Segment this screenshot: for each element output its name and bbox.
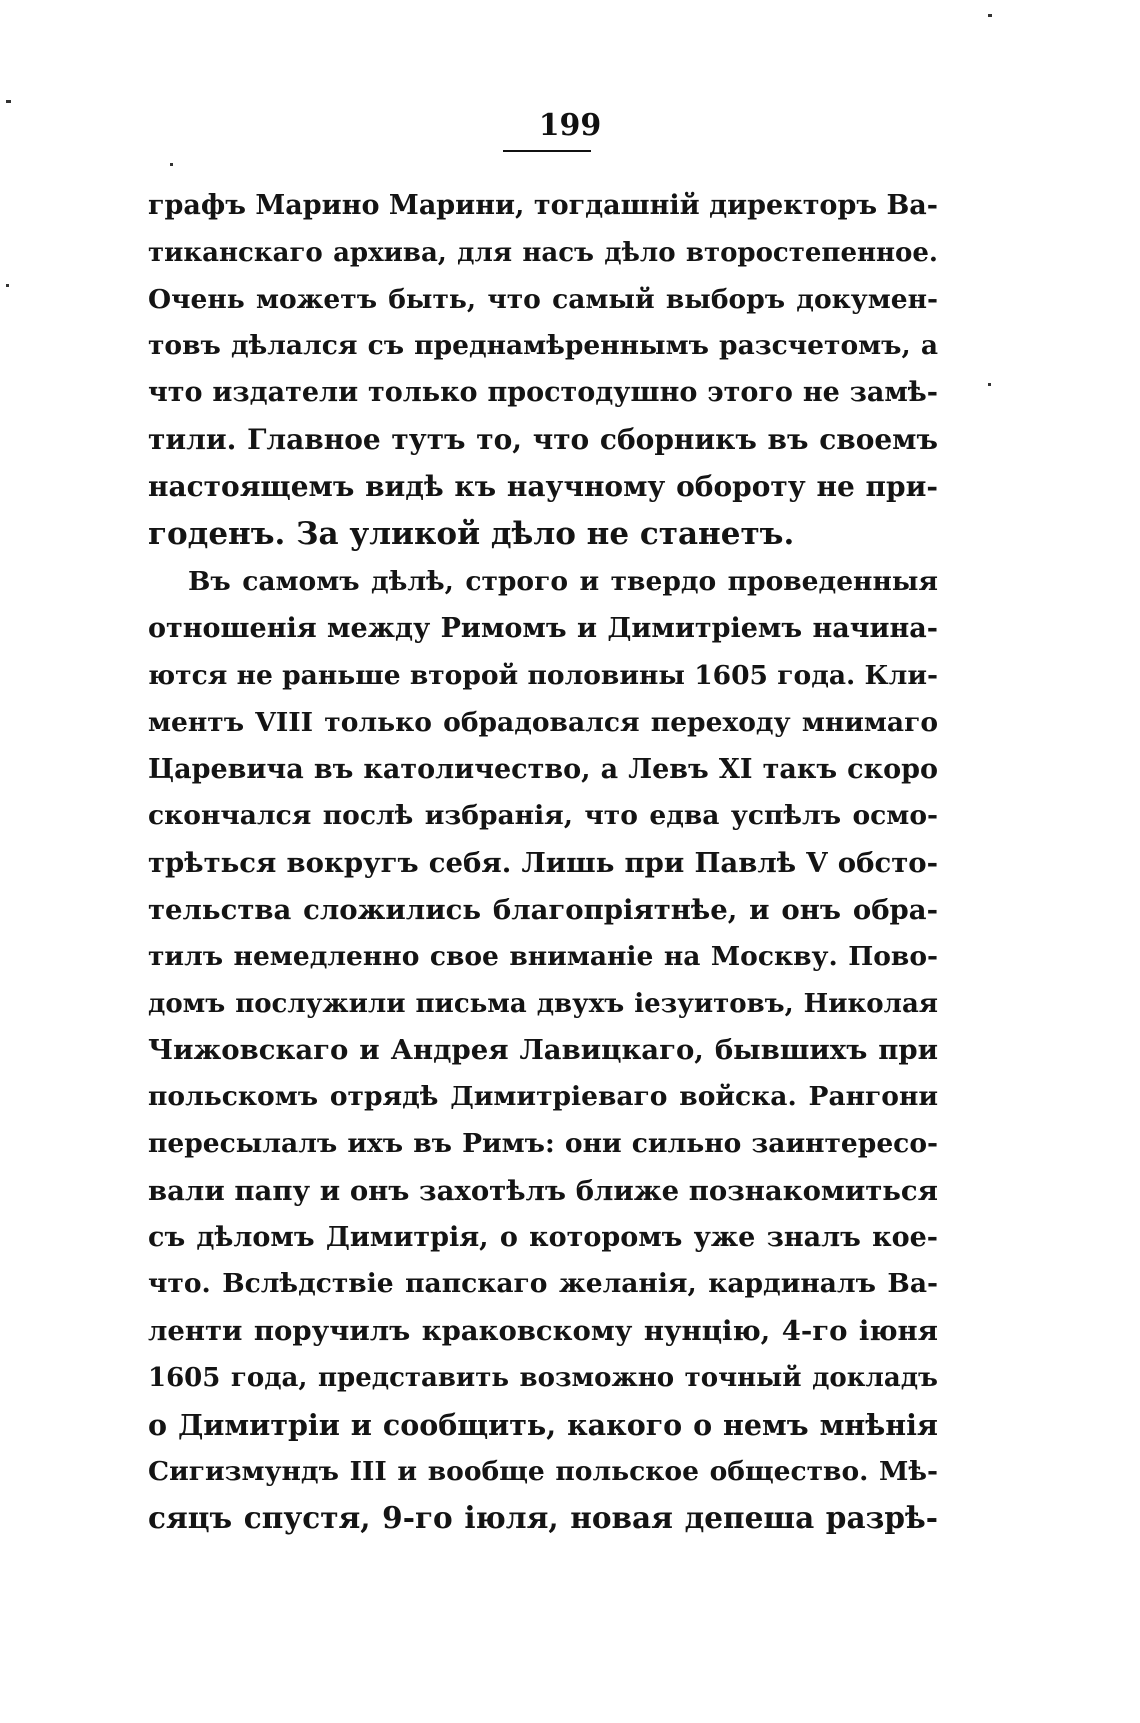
scan-speck [6, 284, 9, 287]
text-line: графъ Марино Марини, тогдашній директоръ Ва- [148, 190, 938, 221]
text-line: о Димитріи и сообщить, какого о немъ мнѣнія [148, 1407, 938, 1442]
text-line: Сигизмундъ III и вообще польское общество. Мѣ- [148, 1455, 938, 1487]
scan-speck [988, 14, 992, 17]
text-line: годенъ. За уликой дѣло не станетъ. [148, 515, 795, 552]
scan-speck [170, 163, 173, 166]
text-line: что издатели только простодушно этого не замѣ- [148, 377, 938, 409]
text-line: ются не раньше второй половины 1605 года. Кли- [148, 659, 938, 691]
text-line: тельства сложились благопріятнѣе, и онъ обра- [148, 893, 938, 926]
text-line: настоящемъ видѣ къ научному обороту не при- [148, 469, 938, 503]
text-line: пересылалъ ихъ въ Римъ: они сильно заинтересо- [148, 1127, 938, 1159]
text-line: трѣться вокругъ себя. Лишь при Павлѣ V обсто- [148, 847, 938, 880]
text-line: сяцъ спустя, 9-го іюля, новая депеша разрѣ- [148, 1500, 938, 1536]
text-line: тиканскаго архива, для насъ дѣло второстепенное. [148, 237, 938, 268]
text-line: Чижовскаго и Андрея Лавицкаго, бывшихъ при [148, 1034, 938, 1067]
page-number: 199 [538, 108, 602, 143]
page-number-rule [503, 150, 591, 152]
text-line: съ дѣломъ Димитрія, о которомъ уже зналъ кое- [148, 1221, 938, 1253]
scan-speck [6, 100, 11, 103]
text-line: домъ послужили письма двухъ іезуитовъ, Николая [148, 988, 938, 1019]
paragraph-2 [148, 559, 938, 1542]
text-line: Въ самомъ дѣлѣ, строго и твердо проведенныя [188, 566, 938, 598]
text-line: польскомъ отрядѣ Димитріеваго войска. Рангони [148, 1081, 938, 1113]
text-line: Царевича въ католичество, а Левъ XI такъ скоро [148, 753, 938, 785]
scan-speck [988, 383, 991, 386]
text-line: ментъ VIII только обрадовался переходу мнимаго [148, 706, 938, 738]
text-line: Очень можетъ быть, что самый выборъ докумен- [148, 283, 938, 315]
text-line: 1605 года, представить возможно точный докладъ [148, 1362, 938, 1393]
paragraph-1 [148, 183, 938, 557]
text-line: вали папу и онъ захотѣлъ ближе познакомиться [148, 1174, 938, 1207]
text-line: товъ дѣлался съ преднамѣреннымъ разсчетомъ, а [148, 330, 938, 362]
text-line: ленти поручилъ краковскому нунцію, 4-го іюня [148, 1315, 938, 1348]
text-line: скончался послѣ избранія, что едва успѣлъ осмо- [148, 800, 938, 832]
text-line: тилъ немедленно свое вниманіе на Москву. Пово- [148, 940, 938, 972]
text-line: тили. Главное тутъ то, что сборникъ въ своемъ [148, 422, 938, 456]
text-line: отношенія между Римомъ и Димитріемъ начина- [148, 613, 938, 645]
body-text [148, 183, 938, 1542]
text-line: что. Вслѣдствіе папскаго желанія, кардиналъ Ва- [148, 1268, 938, 1300]
